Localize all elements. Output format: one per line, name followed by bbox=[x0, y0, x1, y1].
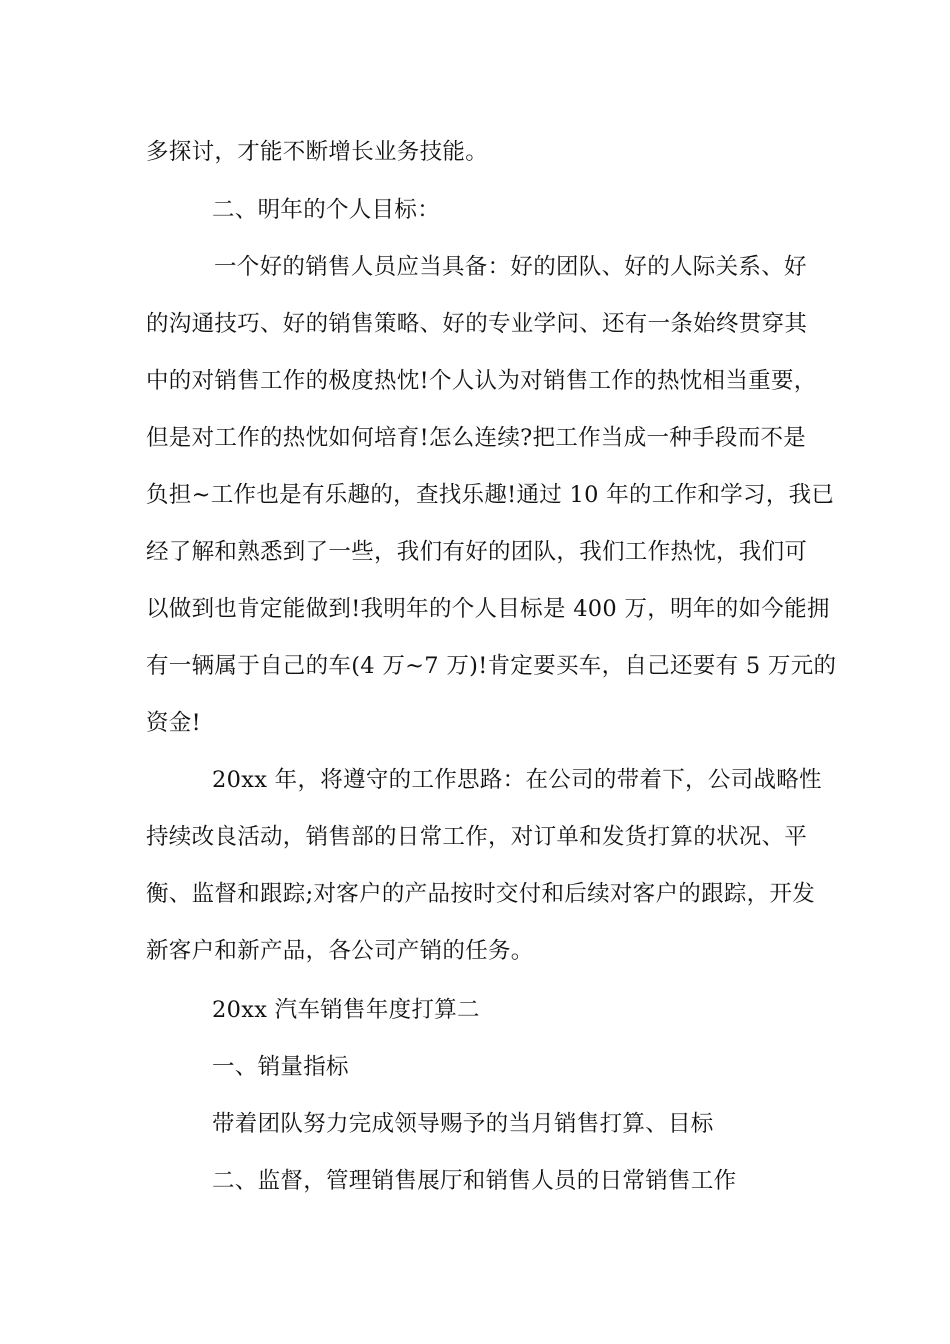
paragraph-line: 一个好的销售人员应当具备：好的团队、好的人际关系、好 bbox=[214, 254, 807, 280]
section-heading: 一、销量指标 bbox=[212, 1054, 349, 1080]
paragraph-line: 负担~工作也是有乐趣的，查找乐趣!通过 10 年的工作和学习，我已 bbox=[146, 482, 835, 508]
paragraph-line: 以做到也肯定能做到!我明年的个人目标是 400 万，明年的如今能拥 bbox=[146, 596, 830, 622]
paragraph-line: 多探讨，才能不断增长业务技能。 bbox=[146, 139, 489, 165]
paragraph-line: 持续改良活动，销售部的日常工作，对订单和发货打算的状况、平 bbox=[146, 824, 808, 850]
section-heading: 二、监督，管理销售展厅和销售人员的日常销售工作 bbox=[212, 1168, 737, 1194]
paragraph-line: 但是对工作的热忱如何培育!怎么连续?把工作当成一种手段而不是 bbox=[146, 425, 807, 451]
paragraph-line: 资金! bbox=[146, 710, 201, 736]
paragraph-line: 经了解和熟悉到了一些，我们有好的团队，我们工作热忱，我们可 bbox=[146, 539, 808, 565]
paragraph-line: 有一辆属于自己的车(4 万~7 万)!肯定要买车，自己还要有 5 万元的 bbox=[146, 653, 837, 679]
paragraph-line: 带着团队努力完成领导赐予的当月销售打算、目标 bbox=[212, 1111, 714, 1137]
paragraph-line: 衡、监督和跟踪;对客户的产品按时交付和后续对客户的跟踪，开发 bbox=[146, 881, 816, 907]
paragraph-line: 新客户和新产品，各公司产销的任务。 bbox=[146, 938, 534, 964]
paragraph-line: 20xx 年，将遵守的工作思路：在公司的带着下，公司战略性 bbox=[212, 767, 822, 793]
section-heading: 二、明年的个人目标： bbox=[212, 197, 441, 223]
paragraph-line: 的沟通技巧、好的销售策略、好的专业学问、还有一条始终贯穿其 bbox=[146, 311, 808, 337]
paragraph-line: 中的对销售工作的极度热忱!个人认为对销售工作的热忱相当重要， bbox=[146, 368, 817, 394]
section-title: 20xx 汽车销售年度打算二 bbox=[212, 997, 480, 1023]
